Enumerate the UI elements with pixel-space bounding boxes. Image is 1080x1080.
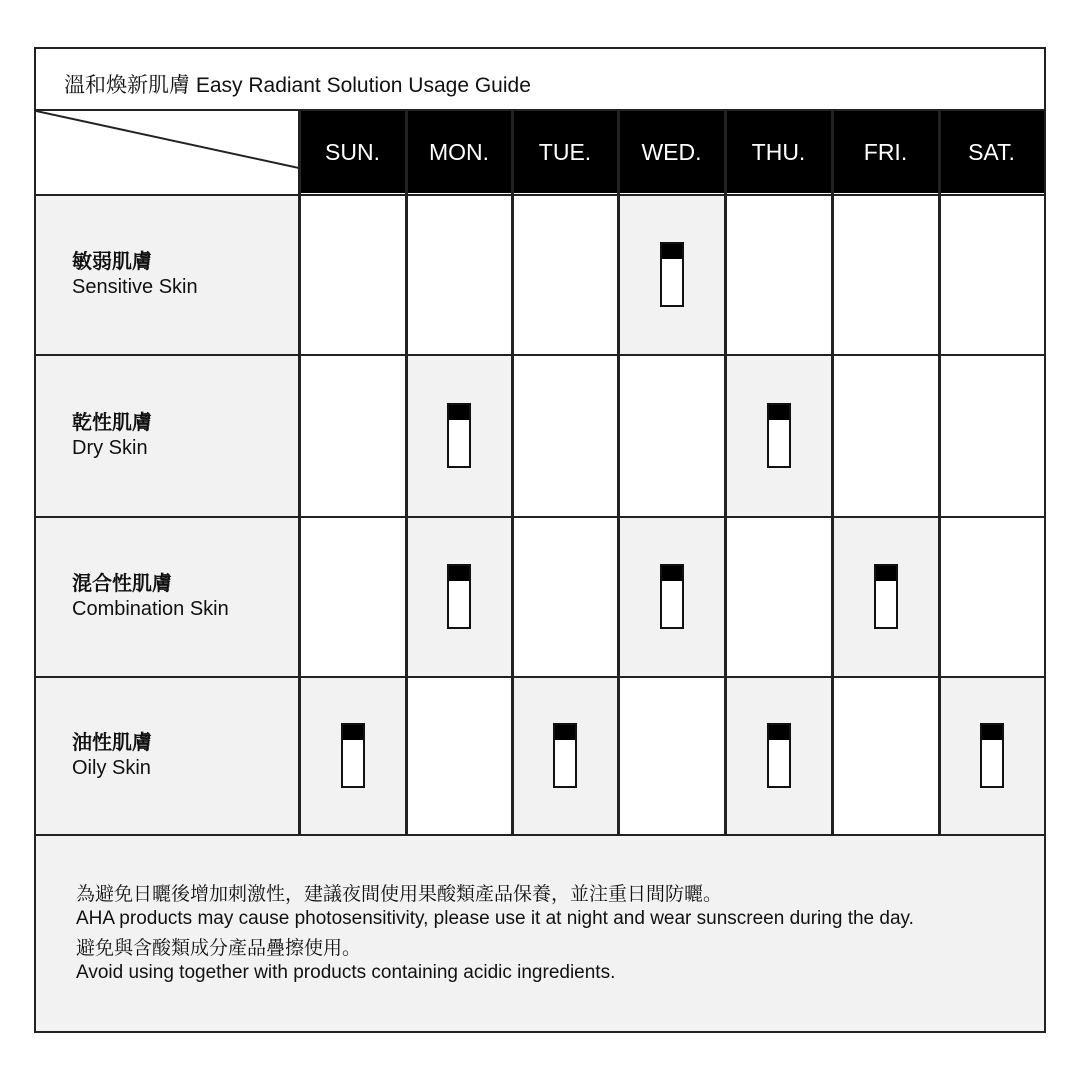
- skin-type-zh: 油性肌膚: [72, 732, 152, 754]
- skin-type-en: Oily Skin: [72, 757, 151, 779]
- skin-type-en: Dry Skin: [72, 437, 148, 459]
- usage-cell: [725, 517, 832, 677]
- bottle-cap: [449, 405, 469, 420]
- bottle-cap: [769, 405, 789, 420]
- bottle-cap: [662, 566, 682, 581]
- note-photosensitivity-zh: 為避免日曬後增加刺激性，建議夜間使用果酸類產品保養，並注重日間防曬。: [76, 884, 723, 905]
- usage-cell: [299, 517, 406, 677]
- bottle-cap: [449, 566, 469, 581]
- grid-line-vertical: [298, 111, 301, 835]
- usage-cell: [406, 355, 512, 517]
- usage-cell: [832, 517, 939, 677]
- day-header-sat: SAT.: [939, 111, 1044, 193]
- product-bottle-icon: [767, 723, 791, 788]
- product-bottle-icon: [980, 723, 1004, 788]
- day-header-mon: MON.: [406, 111, 512, 193]
- usage-cell: [512, 677, 618, 835]
- product-bottle-icon: [447, 564, 471, 629]
- product-bottle-icon: [660, 564, 684, 629]
- usage-cell: [618, 517, 725, 677]
- day-header-thu: THU.: [725, 111, 832, 193]
- bottle-cap: [662, 244, 682, 259]
- usage-cell: [725, 355, 832, 517]
- usage-cell: [939, 355, 1044, 517]
- diagonal-divider: [36, 111, 299, 196]
- usage-cell: [939, 195, 1044, 355]
- skin-type-label: [36, 677, 298, 835]
- usage-cell: [512, 517, 618, 677]
- grid-line-vertical: [405, 111, 408, 835]
- product-bottle-icon: [660, 242, 684, 307]
- grid-line-vertical: [617, 111, 620, 835]
- day-header-sun: SUN.: [299, 111, 406, 193]
- usage-cell: [832, 195, 939, 355]
- grid-line-horizontal: [36, 354, 1044, 356]
- usage-cell: [618, 195, 725, 355]
- skin-type-en: Sensitive Skin: [72, 276, 198, 298]
- skin-type-label: [36, 195, 298, 355]
- usage-cell: [406, 517, 512, 677]
- bottle-cap: [982, 725, 1002, 740]
- note-acid-zh: 避免與含酸類成分產品疊擦使用。: [76, 938, 362, 959]
- grid-line-horizontal: [36, 516, 1044, 518]
- bottle-cap: [555, 725, 575, 740]
- usage-cell: [406, 195, 512, 355]
- skin-type-zh: 敏弱肌膚: [72, 251, 152, 273]
- usage-cell: [939, 517, 1044, 677]
- skin-type-zh: 混合性肌膚: [72, 573, 172, 595]
- usage-cell: [299, 677, 406, 835]
- grid-line-vertical: [511, 111, 514, 835]
- usage-cell: [512, 195, 618, 355]
- skin-type-en: Combination Skin: [72, 598, 229, 620]
- skin-type-zh: 乾性肌膚: [72, 412, 152, 434]
- usage-cell: [725, 677, 832, 835]
- note-photosensitivity-en: AHA products may cause photosensitivity, please use it at night and wear sunscreen during the day.: [76, 908, 914, 929]
- grid-line-horizontal: [36, 834, 1044, 836]
- corner-cell: [36, 111, 299, 196]
- usage-cell: [832, 677, 939, 835]
- bottle-cap: [876, 566, 896, 581]
- usage-guide: [34, 47, 1046, 1033]
- day-header-tue: TUE.: [512, 111, 618, 193]
- skin-type-label: [36, 355, 298, 517]
- usage-cell: [832, 355, 939, 517]
- title-bar: [36, 49, 1044, 111]
- usage-cell: [618, 355, 725, 517]
- skin-type-label: [36, 517, 298, 677]
- notes-panel: [36, 835, 1044, 1031]
- product-bottle-icon: [874, 564, 898, 629]
- product-bottle-icon: [553, 723, 577, 788]
- usage-cell: [406, 677, 512, 835]
- product-bottle-icon: [447, 403, 471, 468]
- usage-cell: [299, 195, 406, 355]
- page-title: 溫和煥新肌膚 Easy Radiant Solution Usage Guide: [64, 74, 531, 97]
- grid-line-horizontal: [36, 194, 1044, 196]
- usage-cell: [939, 677, 1044, 835]
- usage-cell: [512, 355, 618, 517]
- grid-line-vertical: [831, 111, 834, 835]
- product-bottle-icon: [767, 403, 791, 468]
- usage-cell: [618, 677, 725, 835]
- day-header-fri: FRI.: [832, 111, 939, 193]
- bottle-cap: [769, 725, 789, 740]
- bottle-cap: [343, 725, 363, 740]
- grid-line-horizontal: [36, 676, 1044, 678]
- grid-line-vertical: [724, 111, 727, 835]
- usage-cell: [299, 355, 406, 517]
- usage-cell: [725, 195, 832, 355]
- day-header-wed: WED.: [618, 111, 725, 193]
- grid-line-vertical: [938, 111, 941, 835]
- note-acid-en: Avoid using together with products containing acidic ingredients.: [76, 962, 616, 983]
- product-bottle-icon: [341, 723, 365, 788]
